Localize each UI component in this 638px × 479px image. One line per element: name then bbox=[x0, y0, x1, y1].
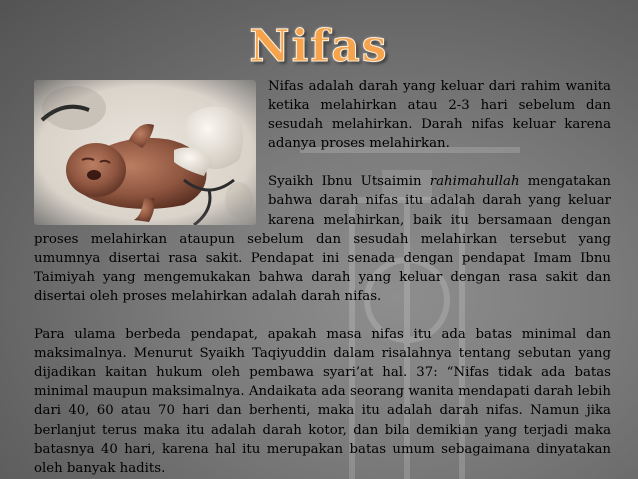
slide-body bbox=[34, 77, 611, 478]
paragraph-ulama-opinion: Para ulama berbeda pendapat, apakah masa nifas itu ada batas minimal dan maksimalnya. Menurut Syaikh Taqiyuddin dalam risalahnya tentang sebutan yang dijadikan kaitan hukum oleh pembawa syari’at hal. 37: “Nifas tidak ada batas minimal maupun maksimalnya. Andaikata ada seorang wanita mendapati darah lebih dari 40, 60 atau 70 hari dan berhenti, maka itu adalah darah nifas. Namun jika berlanjut terus maka itu adalah darah kotor, dan bila demikian yang terjadi maka batasnya 40 hari, karena hal itu merupakan batas umum sebagaimana dinyatakan oleh banyak hadits. bbox=[34, 327, 611, 476]
paragraph-ibnu-utsaimin-start: Syaikh Ibnu Utsaimin bbox=[268, 174, 430, 190]
slide-title: Nifas bbox=[249, 21, 389, 72]
honorific-emphasis: rahimahullah bbox=[429, 174, 520, 190]
paragraph-definition: Nifas adalah darah yang keluar dari rahim wanita ketika melahirkan atau 2-3 hari sebelum dan sesudah melahirkan. Darah nifas keluar karena adanya proses melahirkan. bbox=[268, 79, 611, 152]
photo-text-spacer bbox=[34, 77, 268, 228]
paragraph-ibnu-utsaimin-rest: mengatakan bahwa darah nifas itu adalah darah yang keluar karena melahirkan, baik itu bersamaan dengan proses melahirkan ataupun sebelum dan sesudah melahirkan tersebut yang umumnya disertai rasa sakit. Pendapat ini senada dengan pendapat Imam Ibnu Taimiyah yang mengemukakan bahwa darah yang keluar dengan rasa sakit dan disertai oleh proses melahirkan adalah darah nifas. bbox=[34, 174, 611, 304]
